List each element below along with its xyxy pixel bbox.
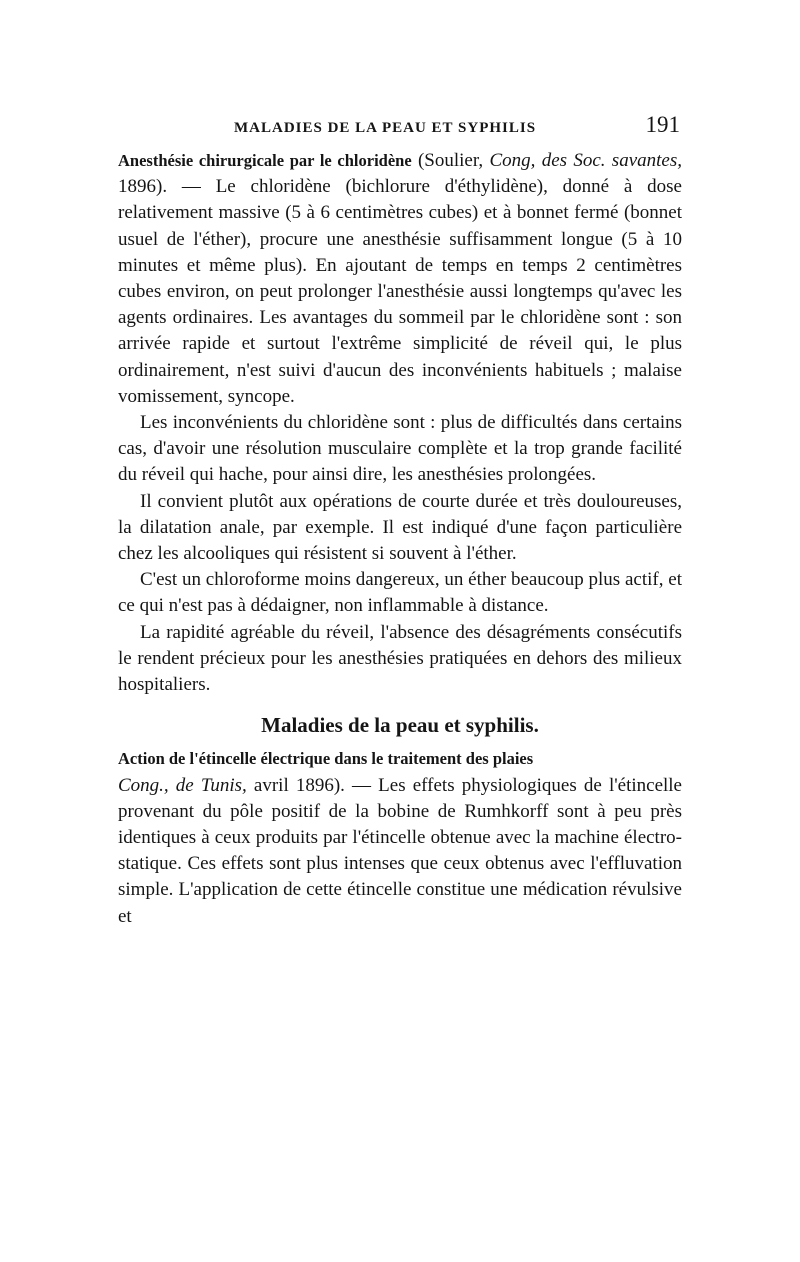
paragraph-lead: Anesthésie chirurgicale par le chloridène xyxy=(118,151,412,170)
reference-open: (Soulier, xyxy=(411,150,490,171)
running-header xyxy=(118,112,682,142)
paragraph-anesthesie xyxy=(118,148,682,410)
paragraph-etincelle xyxy=(118,746,682,929)
body-text xyxy=(118,148,682,930)
paragraph-inconvenients: Les inconvénients du chloridène sont : plus de difficultés dans certains cas, d'avoir une résolution musculaire complète et la trop grande facilité du réveil qui hache, pour ainsi dire, les anesthésies prolongées. xyxy=(118,412,682,486)
paragraph-lead: Action de l'étincelle électrique dans le traitement des plaies xyxy=(118,749,534,769)
paragraph-advantages: La rapidité agréable du réveil, l'absence des désagréments consécutifs le rendent précieux pour les anesthésies pratiquées en dehors des milieux hospitaliers. xyxy=(118,621,682,696)
reference-source: Cong., de Tunis, xyxy=(118,774,247,796)
paragraph-body: avril 1896). — Les effets physiologiques de l'étincelle provenant du pôle positif de la bobine de Rumhkorff sont à peu près identiques à ceux produits par l'étincelle obtenue avec la machine électro-statique. Ces effets sont plus intenses que ceux obtenus avec l'effluvation simple. L'application de cette étincelle constitue une médication révulsive et xyxy=(118,774,682,927)
page-number: 191 xyxy=(645,112,680,137)
section-heading: Maladies de la peau et syphilis. xyxy=(261,713,539,738)
reference-source: Cong, des Soc. savantes, xyxy=(489,150,682,171)
paragraph-indications: Il convient plutôt aux opérations de courte durée et très douloureuses, la dilatation anale, par exemple. Il est indiqué d'une façon particulière chez les alcooliques qui résistent si souvent à l'éther. xyxy=(118,490,682,565)
paragraph-body: 1896). — Le chloridène (bichlorure d'éthylidène), donné à dose relativement massive (5 à 6 centimètres cubes) et à bonnet fermé (bonnet usuel de l'éther), procure une anesthésie suffisamment longue (5 à 10 minutes et même plus). En ajoutant de temps en temps 2 centimètres cubes environ, on peut prolonger l'anesthésie aussi longtemps qu'avec les agents ordinaires. Les avantages du sommeil par le chloridène sont : son arrivée rapide et surtout l'extrême simplicité de réveil qui, le plus ordinairement, n'est suivi d'aucun des inconvénients habituels ; malaise vomissement, syncope. xyxy=(118,176,682,407)
running-title: MALADIES DE LA PEAU ET SYPHILIS xyxy=(234,120,537,136)
paragraph-comparison: C'est un chloroforme moins dangereux, un éther beaucoup plus actif, et ce qui n'est pas à dédaigner, non inflammable à distance. xyxy=(118,569,682,617)
